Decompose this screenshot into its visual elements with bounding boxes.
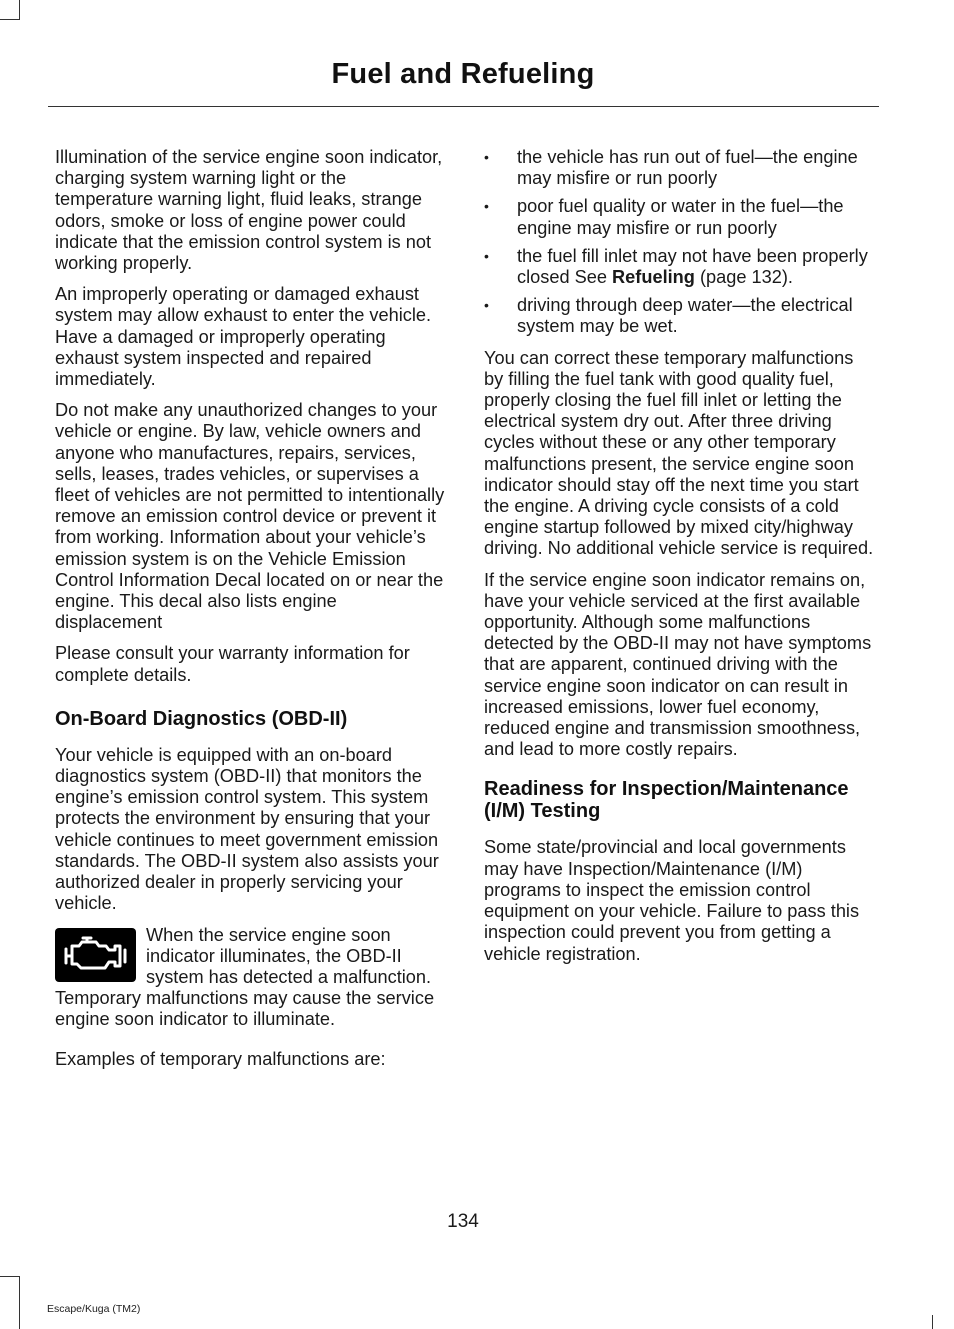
- refueling-reference-link[interactable]: Refueling: [612, 267, 695, 288]
- page-title: Fuel and Refueling: [331, 58, 595, 90]
- title-divider: [48, 106, 879, 107]
- list-item: • driving through deep water—the electrical system may be wet.: [484, 295, 876, 337]
- paragraph: Examples of temporary malfunctions are:: [55, 1048, 386, 1069]
- list-item: • poor fuel quality or water in the fuel—the engine may misfire or run poorly: [484, 196, 876, 238]
- bullet-list: [484, 147, 876, 338]
- page-number: 134: [447, 1211, 479, 1232]
- right-column: [484, 147, 876, 975]
- section-heading-im: Readiness for Inspection/Maintenance (I/M) Testing: [484, 778, 849, 823]
- paragraph: If the service engine soon indicator remains on, have your vehicle serviced at the first available opportunity. Although some malfunctions detected by the OBD-II may not have symptoms that are apparent, continued driving with the service engine soon indicator on can result in increased emissions, lower fuel economy, reduced engine and transmission smoothness, and lead to more costly repairs.: [484, 569, 872, 760]
- check-engine-icon-graphic: [63, 935, 129, 975]
- paragraph: You can correct these temporary malfunctions by filling the fuel tank with good quality fuel, properly closing the fuel fill inlet or letting the electrical system dry out. After three driving cycles without these or any other temporary malfunctions present, the service engine soon indicator should stay off the next time you start the engine. A driving cycle consists of a cold engine startup followed by mixed city/highway driving. No additional vehicle service is required.: [484, 347, 874, 559]
- warning-indicator-block: [55, 925, 447, 1031]
- list-item: [484, 246, 876, 288]
- indicator-description: When the service engine soon indicator illuminates, the OBD-II system has detected a malfunction. Temporary malfunctions may cause the service engine soon indicator to illuminate.: [55, 924, 435, 1030]
- list-item-text: the fuel fill inlet may not have been properly closed See: [517, 245, 868, 288]
- paragraph: Illumination of the service engine soon indicator, charging system warning light or the temperature warning light, fluid leaks, strange odors, smoke or loss of engine power could indicate that the emission control system is not working properly.: [55, 147, 443, 274]
- crop-mark: [19, 0, 20, 20]
- left-column: [55, 147, 447, 1080]
- crop-mark: [932, 1315, 933, 1329]
- paragraph: Some state/provincial and local governments may have Inspection/Maintenance (I/M) programs to inspect the emission control equipment on your vehicle. Failure to pass this inspection could prevent you from getting a vehicle registration.: [484, 837, 860, 964]
- footer-model-label: Escape/Kuga (TM2): [47, 1303, 141, 1315]
- crop-mark: [0, 19, 20, 20]
- paragraph: An improperly operating or damaged exhaust system may allow exhaust to enter the vehicle. Have a damaged or improperly operating exhaust system inspected and repaired immediately.: [55, 284, 432, 390]
- paragraph: Do not make any unauthorized changes to your vehicle or engine. By law, vehicle owners and anyone who manufactures, repairs, services, sells, leases, trades vehicles, or supervises a fleet of vehicles are not permitted to intentionally remove an emission control device or prevent it from working. Information about your vehicle’s emission system is on the Vehicle Emission Control Information Decal located on or near the engine. This decal also lists engine displacement: [55, 400, 445, 633]
- list-item-text: (page 132).: [694, 267, 793, 288]
- section-heading-obd: On-Board Diagnostics (OBD-II): [55, 707, 348, 730]
- crop-mark: [0, 1276, 20, 1277]
- paragraph: Please consult your warranty information for complete details.: [55, 643, 410, 685]
- list-item: • the vehicle has run out of fuel—the engine may misfire or run poorly: [484, 147, 876, 189]
- paragraph: Your vehicle is equipped with an on-board diagnostics system (OBD-II) that monitors the engine’s emission control system. This system protects the environment by ensuring that your vehicle continues to meet government emission standards. The OBD-II system also assists your authorized dealer in properly servicing your vehicle.: [55, 744, 439, 914]
- crop-mark: [19, 1276, 20, 1329]
- check-engine-icon: [55, 928, 136, 982]
